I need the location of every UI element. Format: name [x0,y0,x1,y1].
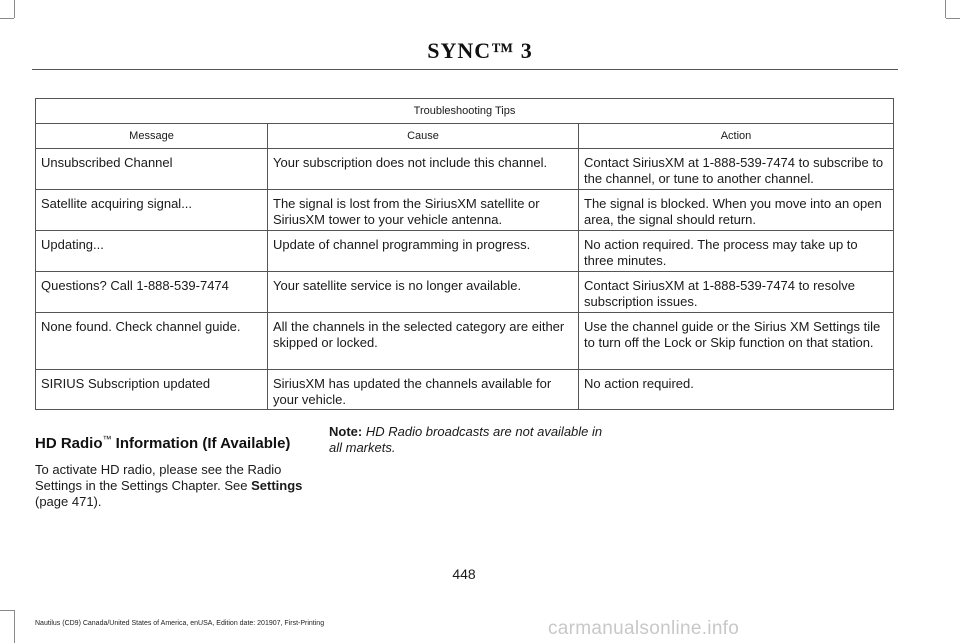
crop-mark [0,610,14,611]
page-header-title: SYNC™ 3 [427,38,533,63]
crop-mark [0,18,14,19]
crop-mark [945,0,946,18]
message-cell: SIRIUS Subscription updated [36,370,268,410]
page-reference: (page 471). [35,494,102,509]
note-text: HD Radio broadcasts are not available in all markets. [329,424,603,455]
table-row [36,313,894,370]
message-cell: Unsubscribed Channel [36,149,268,190]
troubleshooting-table [35,98,894,410]
action-cell: Contact SiriusXM at 1-888-539-7474 to resolve subscription issues. [579,272,894,313]
crop-mark [946,18,960,19]
note-block [329,424,614,456]
cause-cell: Your subscription does not include this channel. [268,149,579,190]
table-row [36,149,894,190]
message-cell: Questions? Call 1-888-539-7474 [36,272,268,313]
heading-main: HD Radio [35,435,103,452]
table-row [36,272,894,313]
cause-cell: Your satellite service is no longer available. [268,272,579,313]
action-cell: No action required. [579,370,894,410]
cause-cell: SiriusXM has updated the channels available for your vehicle. [268,370,579,410]
crop-mark [14,610,15,643]
action-cell: Contact SiriusXM at 1-888-539-7474 to subscribe to the channel, or tune to another channel. [579,149,894,190]
table-row [36,231,894,272]
header-divider [32,69,898,70]
paragraph-text: To activate HD radio, please see the Radio Settings in the Settings Chapter. See [35,462,282,493]
edition-footer: Nautilus (CD9) Canada/United States of America, enUSA, Edition date: 201907, First-Printing [35,620,325,627]
action-cell: The signal is blocked. When you move into an open area, the signal should return. [579,190,894,231]
settings-reference-link[interactable]: Settings [251,478,303,493]
cause-cell: Update of channel programming in progress. [268,231,579,272]
message-cell: Satellite acquiring signal... [36,190,268,231]
column-header-cause: Cause [268,124,579,149]
column-header-action: Action [579,124,894,149]
crop-mark [14,0,15,18]
action-cell: No action required. The process may take up to three minutes. [579,231,894,272]
table-title: Troubleshooting Tips [36,99,894,124]
page-number: 448 [452,566,476,582]
table-row [36,190,894,231]
message-cell: None found. Check channel guide. [36,313,268,370]
note-label: Note: [329,424,363,439]
table-row [36,370,894,410]
message-cell: Updating... [36,231,268,272]
trademark-mark: ™ [102,434,112,444]
column-header-message: Message [36,124,268,149]
watermark: carmanualsonline.info [548,618,740,639]
cause-cell: All the channels in the selected category are either skipped or locked. [268,313,579,370]
body-paragraph [35,462,305,510]
section-heading [35,434,325,452]
heading-rest: Information (If Available) [111,435,291,452]
action-cell: Use the channel guide or the Sirius XM Settings tile to turn off the Lock or Skip function on that station. [579,313,894,370]
cause-cell: The signal is lost from the SiriusXM satellite or SiriusXM tower to your vehicle antenna. [268,190,579,231]
